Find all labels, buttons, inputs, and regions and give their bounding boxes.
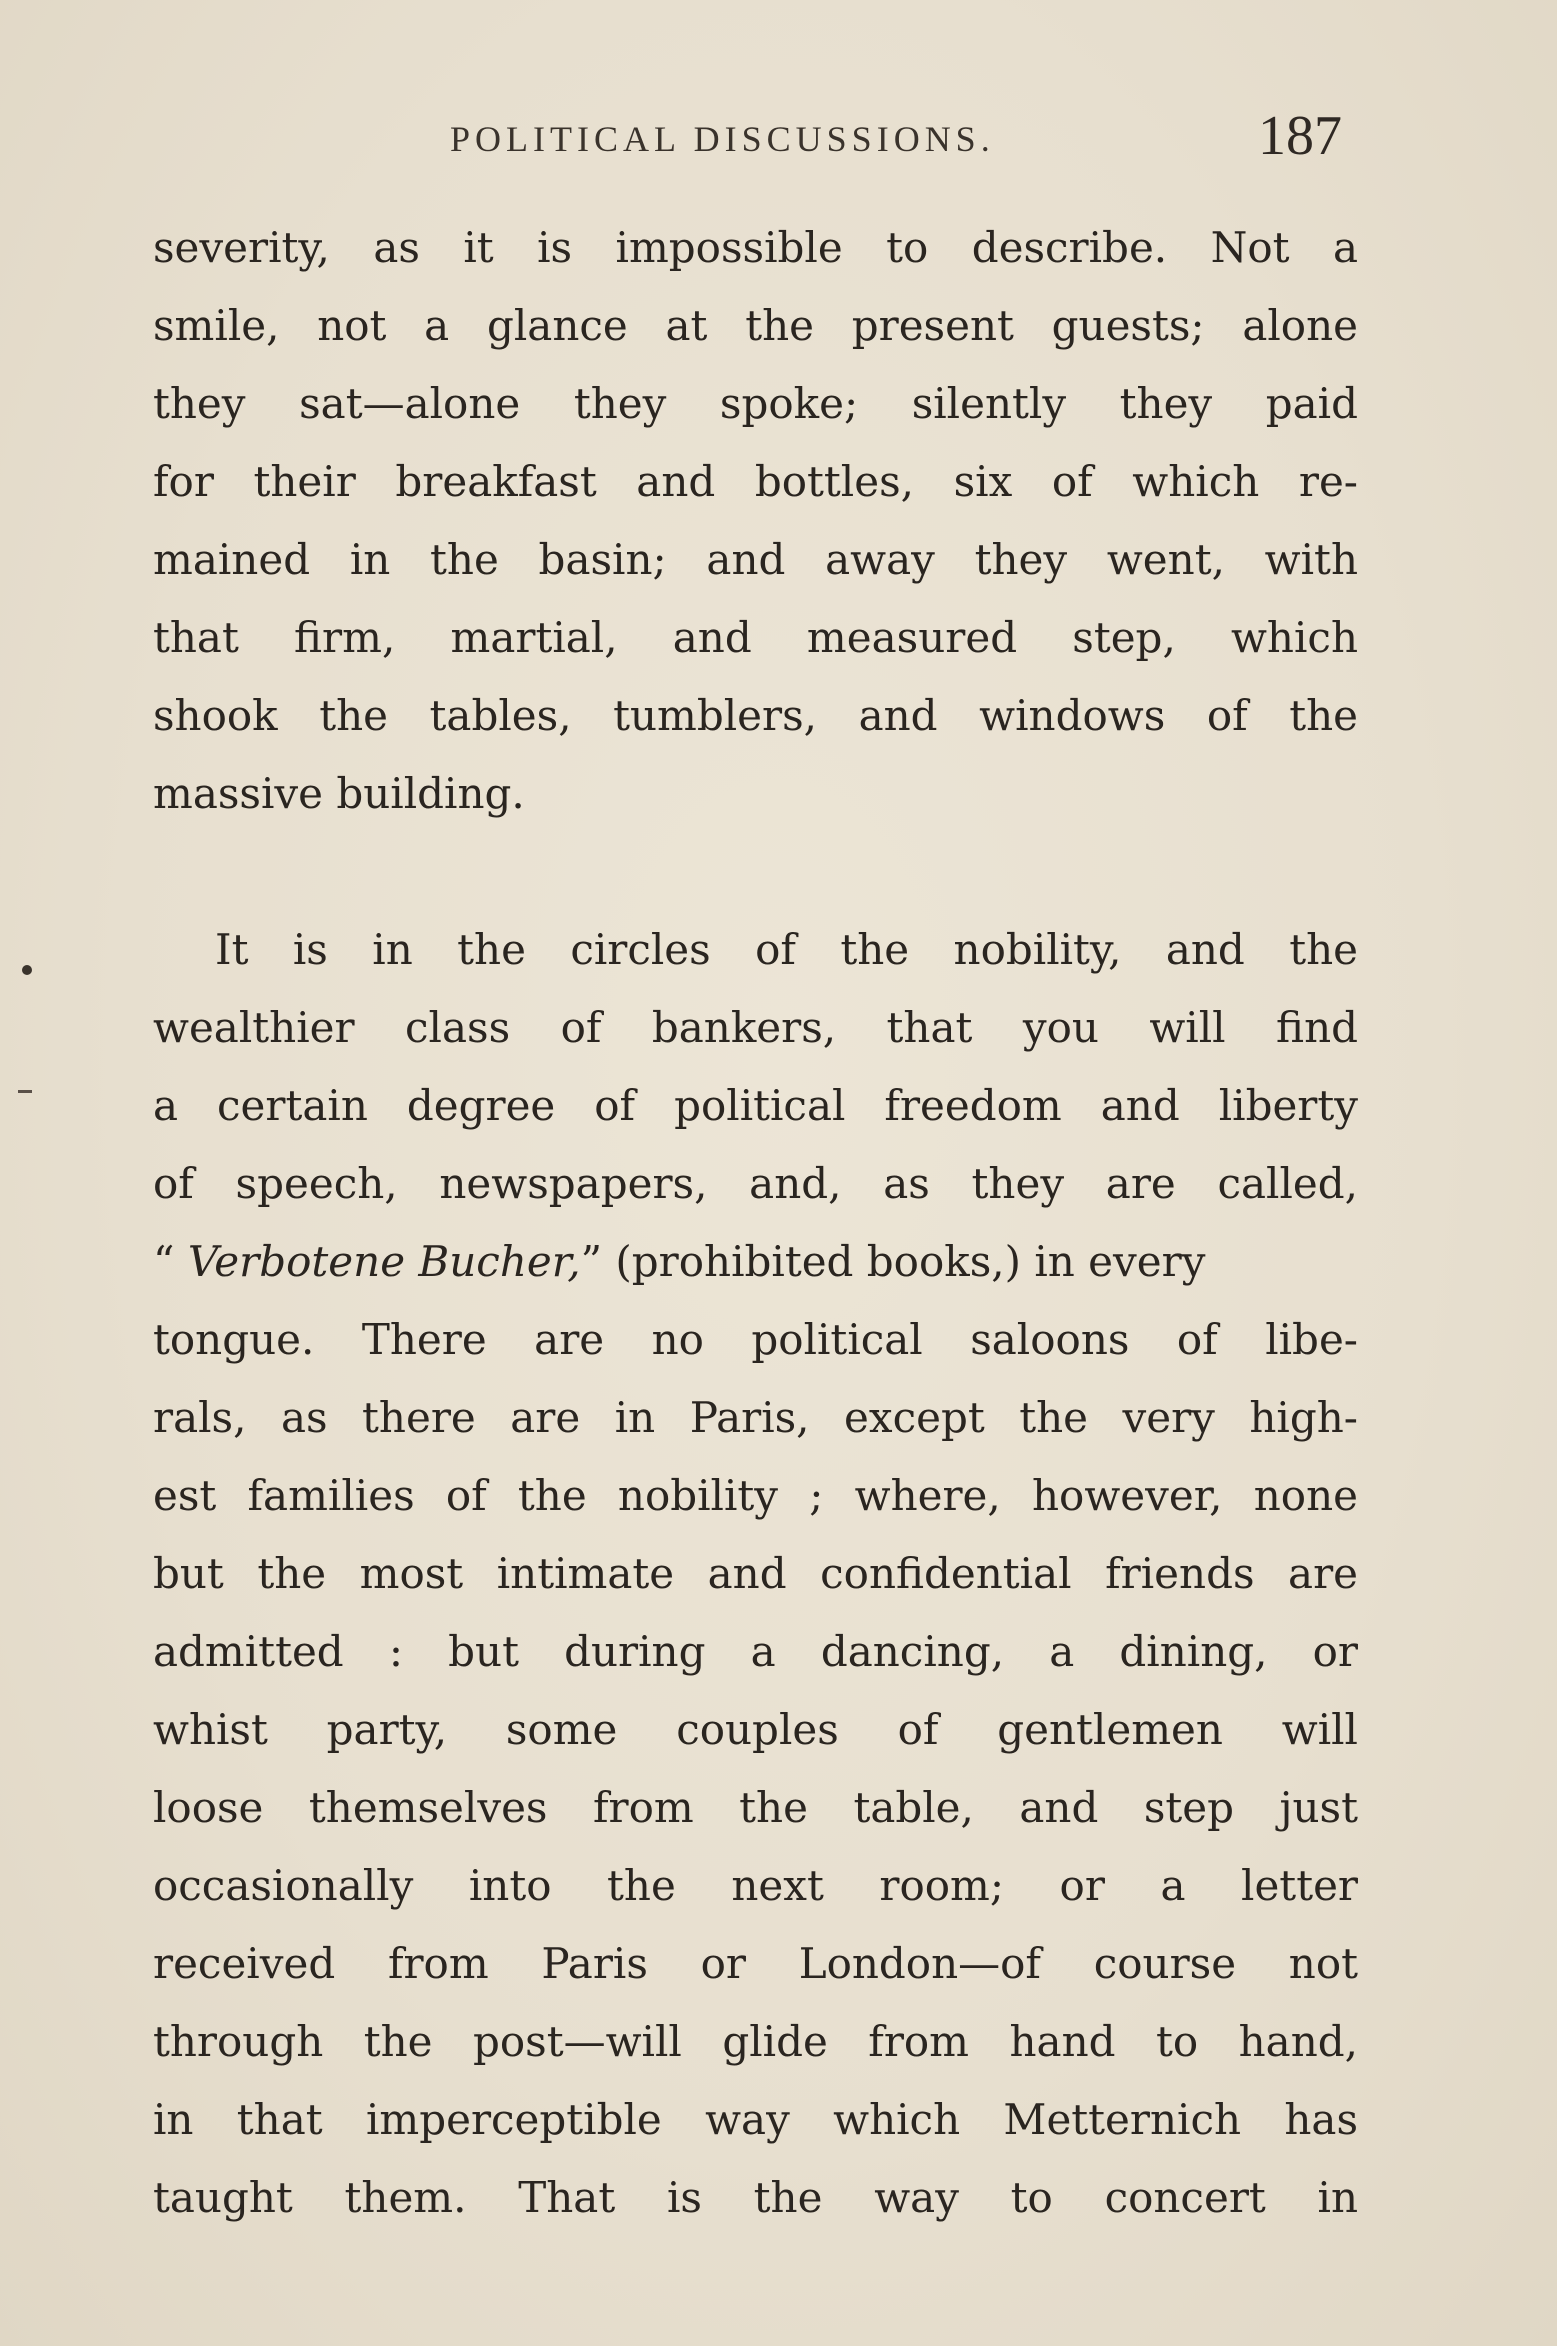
- text-line: wealthier class of bankers, that you will find: [153, 1003, 1358, 1052]
- text-line: whist party, some couples of gentlemen will: [153, 1705, 1358, 1754]
- text-line: severity, as it is impossible to describe. Not a: [153, 223, 1358, 272]
- text-line: that firm, martial, and measured step, which: [153, 613, 1358, 662]
- text-line: of speech, newspapers, and, as they are called,: [153, 1159, 1358, 1208]
- text-line-italic: [153, 1232, 1358, 1292]
- text-line: taught them. That is the way to concert in: [153, 2173, 1358, 2222]
- text-line: It is in the circles of the nobility, and the: [215, 925, 1358, 974]
- text-line: occasionally into the next room; or a letter: [153, 1861, 1358, 1910]
- text-line: a certain degree of political freedom and liberty: [153, 1081, 1358, 1130]
- text-line: massive building.: [153, 769, 525, 818]
- italic-title: Verbotene Bucher,: [187, 1237, 581, 1286]
- text-line: est families of the nobility ; where, however, none: [153, 1471, 1358, 1520]
- text-line: they sat—alone they spoke; silently they paid: [153, 379, 1358, 428]
- text-line: tongue. There are no political saloons of libe-: [153, 1315, 1358, 1364]
- text-line: loose themselves from the table, and step just: [153, 1783, 1358, 1832]
- text-line: smile, not a glance at the present guests; alone: [153, 301, 1358, 350]
- text-line: received from Paris or London—of course not: [153, 1939, 1358, 1988]
- margin-mark: [18, 1090, 32, 1093]
- text-line: but the most intimate and confidential friends are: [153, 1549, 1358, 1598]
- line-rest: ” (prohibited books,) in every: [580, 1237, 1206, 1286]
- text-line: through the post—will glide from hand to hand,: [153, 2017, 1358, 2066]
- text-line: mained in the basin; and away they went, with: [153, 535, 1358, 584]
- margin-speck: [22, 965, 32, 975]
- text-line: for their breakfast and bottles, six of which re-: [153, 457, 1358, 506]
- text-line: in that imperceptible way which Metternich has: [153, 2095, 1358, 2144]
- running-head: POLITICAL DISCUSSIONS.: [450, 119, 995, 159]
- text-line: shook the tables, tumblers, and windows of the: [153, 691, 1358, 740]
- text-line: rals, as there are in Paris, except the very high-: [153, 1393, 1358, 1442]
- page-number: 187: [1258, 105, 1342, 167]
- text-line: admitted : but during a dancing, a dining, or: [153, 1627, 1358, 1676]
- open-quote: “: [153, 1237, 188, 1286]
